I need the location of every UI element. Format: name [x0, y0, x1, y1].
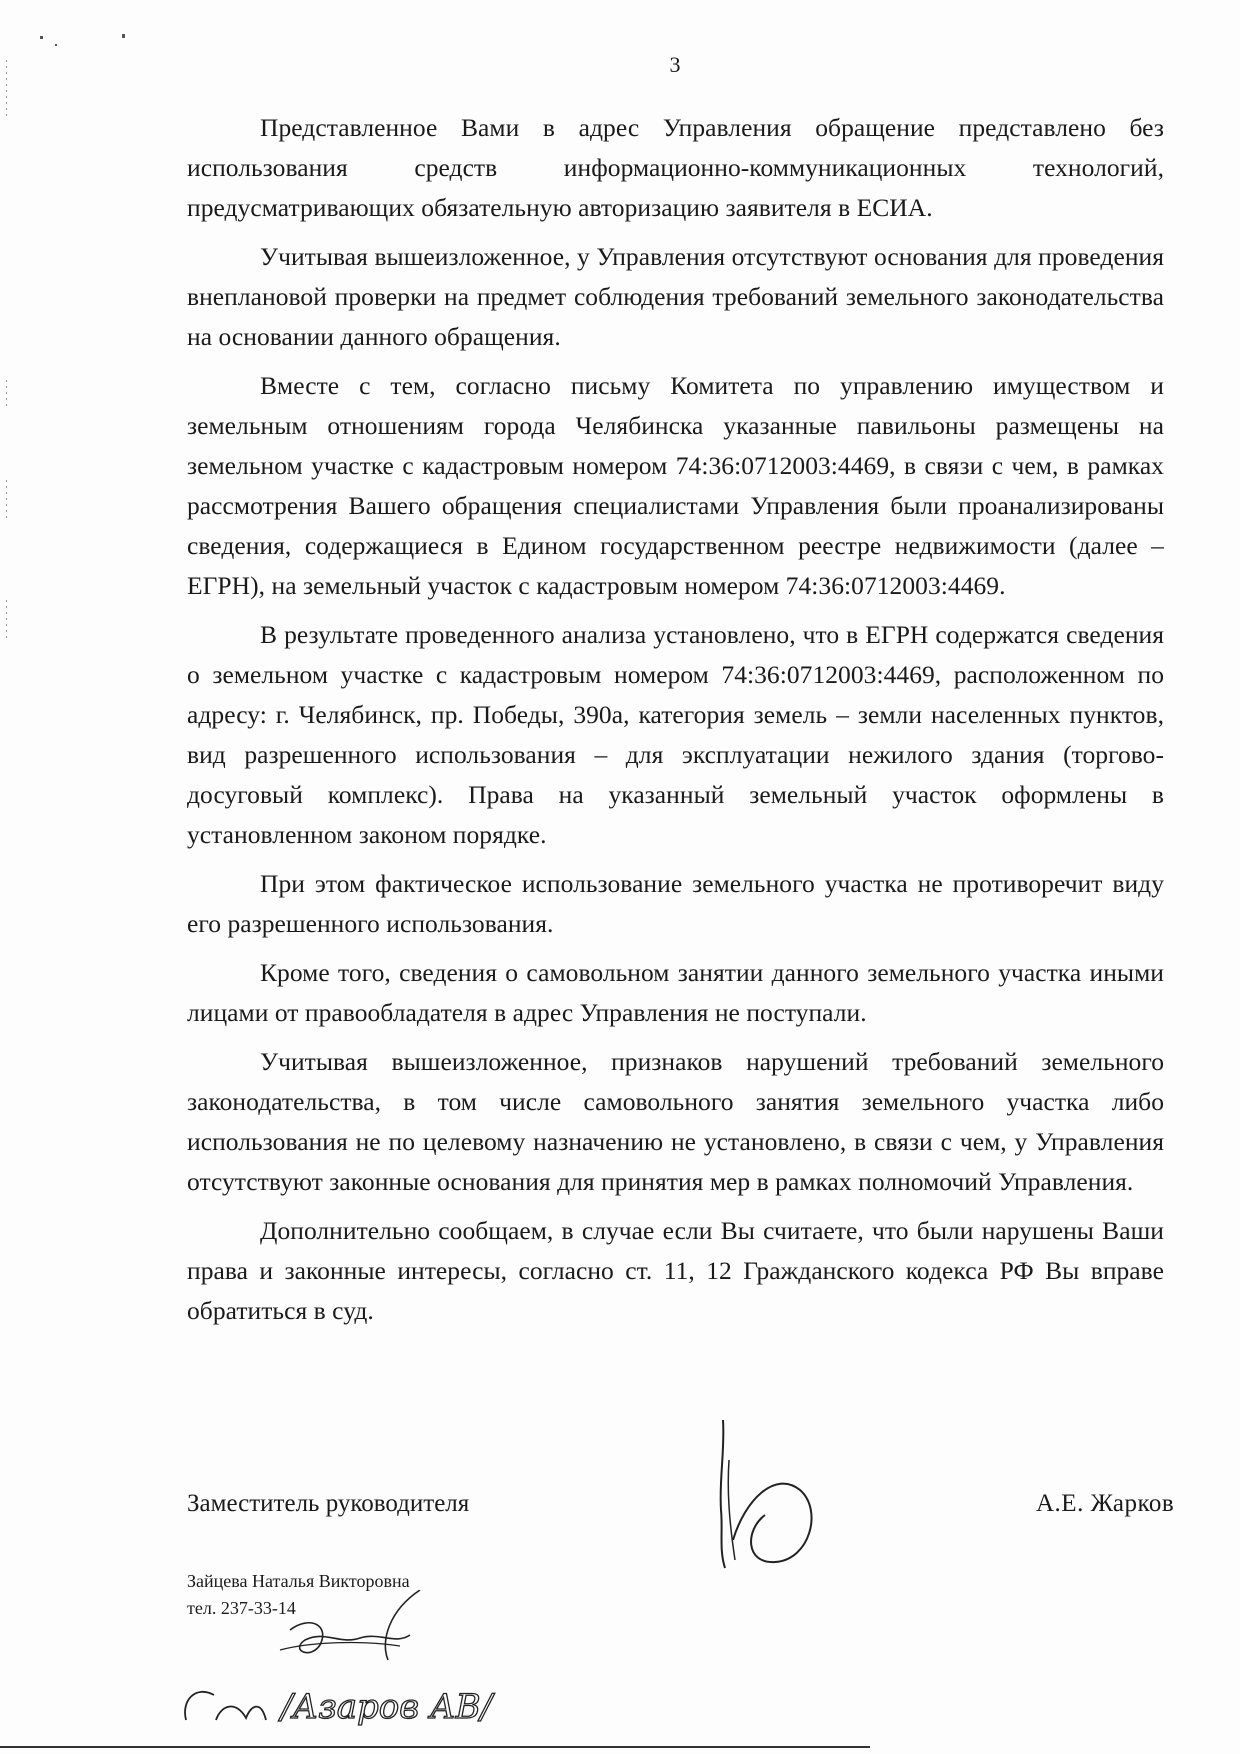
- signatory-name: А.Е. Жарков: [1036, 1490, 1175, 1517]
- paragraph: Дополнительно сообщаем, в случае если Вы считаете, что были нарушены Ваши права и законные интересы, согласно ст. 11, 12 Гражданского кодекса РФ Вы вправе обратиться в суд.: [187, 1216, 1164, 1325]
- scan-speck: [122, 34, 125, 38]
- paragraph: Представленное Вами в адрес Управления обращение представлено без использования средств информационно-коммуникационных технологий, предусматривающих обязательную авторизацию заявителя в ЕСИА.: [187, 113, 1164, 222]
- handwritten-note-text: /Азаров АВ/: [281, 1687, 493, 1727]
- paragraph: При этом фактическое использование земельного участка не противоречит виду его разрешенного использования.: [187, 869, 1164, 938]
- scan-bottom-edge: [0, 1746, 870, 1748]
- scan-speck: [40, 36, 43, 39]
- scan-speck: [55, 44, 57, 46]
- page-number: 3: [669, 52, 681, 77]
- signatory-position: Заместитель руководителя: [187, 1490, 470, 1517]
- letter-body: [187, 108, 1164, 1340]
- handwritten-note: [176, 1660, 516, 1740]
- executor-name: Зайцева Наталья Викторовна: [187, 1571, 410, 1591]
- paragraph: Учитывая вышеизложенное, признаков нарушений требований земельного законодательства, в том числе самовольного занятия земельного участка либо использования не по целевому назначению не установлено, в связи с чем, у Управления отсутствуют законные основания для принятия мер в рамках полномочий Управления.: [187, 1047, 1164, 1196]
- scan-edge-dots: [6, 380, 7, 410]
- handwritten-signature: [715, 1420, 825, 1570]
- executor-phone: тел. 237-33-14: [187, 1598, 296, 1618]
- paragraph: В результате проведенного анализа установлено, что в ЕГРН содержатся сведения о земельном участке с кадастровым номером 74:36:0712003:4469, расположенном по адресу: г. Челябинск, пр. Победы, 390а, категория земель – земли населенных пунктов, вид разрешенного использования – для эксплуатации нежилого здания (торгово-досуговый комплекс). Права на указанный земельный участок оформлены в установленном законом порядке.: [187, 620, 1164, 849]
- scan-edge-dots: [6, 600, 7, 640]
- scan-edge-dots: [6, 480, 7, 520]
- executor-signature: [270, 1590, 450, 1665]
- paragraph: Учитывая вышеизложенное, у Управления отсутствуют основания для проведения внеплановой проверки на предмет соблюдения требований земельного законодательства на основании данного обращения.: [187, 242, 1164, 351]
- paragraph: Вместе с тем, согласно письму Комитета по управлению имуществом и земельным отношениям города Челябинска указанные павильоны размещены на земельном участке с кадастровым номером 74:36:0712003:4469, в связи с чем, в рамках рассмотрения Вашего обращения специалистами Управления были проанализированы сведения, содержащиеся в Едином государственном реестре недвижимости (далее – ЕГРН), на земельный участок с кадастровым номером 74:36:0712003:4469.: [187, 371, 1164, 600]
- paragraph: Кроме того, сведения о самовольном занятии данного земельного участка иными лицами от правообладателя в адрес Управления не поступали.: [187, 958, 1164, 1027]
